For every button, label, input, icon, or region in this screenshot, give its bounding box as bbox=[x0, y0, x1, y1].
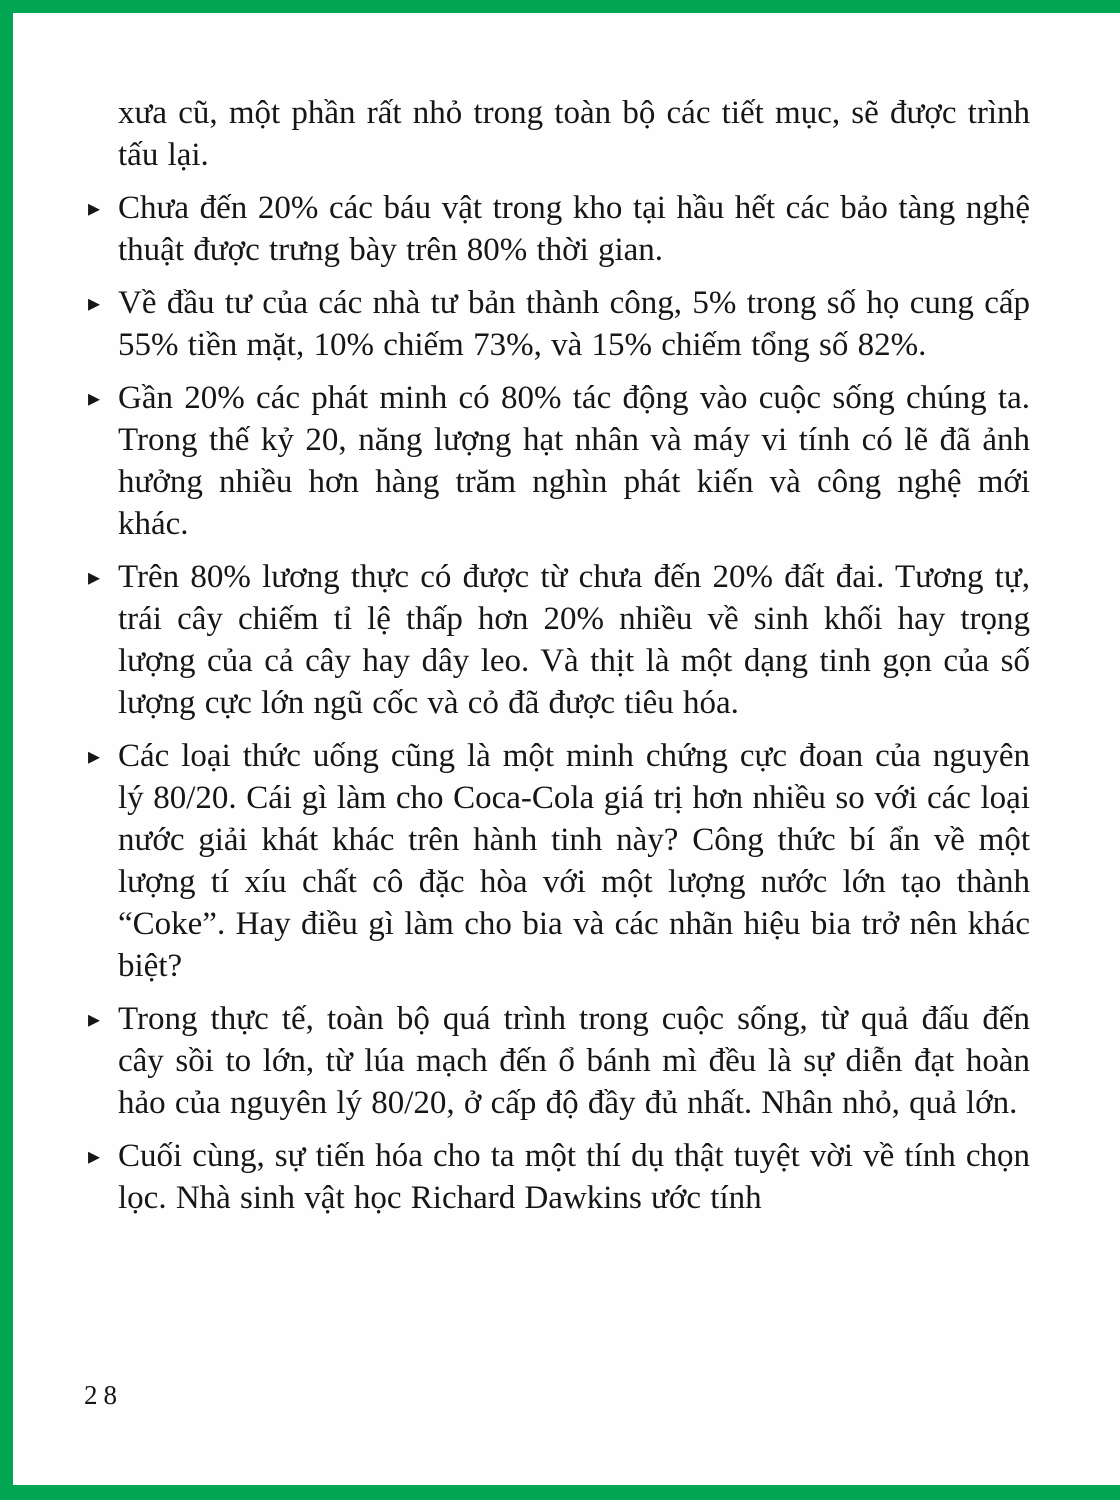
scan-edge-bottom-strip bbox=[0, 1485, 1120, 1500]
bullet-triangle-icon: ▸ bbox=[88, 1005, 101, 1033]
paragraph-text: Chưa đến 20% các báu vật trong kho tại hầu hết các bảo tàng nghệ thuật được trưng bày trên 80% thời gian. bbox=[118, 190, 1030, 268]
list-item bbox=[88, 187, 1030, 271]
list-item bbox=[88, 377, 1030, 545]
paragraph-text: Gần 20% các phát minh có 80% tác động vào cuộc sống chúng ta. Trong thế kỷ 20, năng lượng hạt nhân và máy vi tính có lẽ đã ảnh hưởng nhiều hơn hàng trăm nghìn phát kiến và công nghệ mới khác. bbox=[118, 380, 1030, 542]
paragraph-text: xưa cũ, một phần rất nhỏ trong toàn bộ các tiết mục, sẽ được trình tấu lại. bbox=[118, 95, 1030, 173]
list-item bbox=[88, 735, 1030, 987]
list-item bbox=[88, 556, 1030, 724]
scan-edge-top-strip bbox=[0, 0, 1120, 13]
paragraph-text: Trên 80% lương thực có được từ chưa đến 20% đất đai. Tương tự, trái cây chiếm tỉ lệ thấp hơn 20% nhiều về sinh khối hay trọng lượng của cả cây hay dây leo. Và thịt là một dạng tinh gọn của số lượng cực lớn ngũ cốc và cỏ đã được tiêu hóa. bbox=[118, 559, 1030, 721]
bullet-triangle-icon: ▸ bbox=[88, 384, 101, 412]
bullet-triangle-icon: ▸ bbox=[88, 1142, 101, 1170]
bullet-triangle-icon: ▸ bbox=[88, 289, 101, 317]
paragraph-text: Trong thực tế, toàn bộ quá trình trong cuộc sống, từ quả đấu đến cây sồi to lớn, từ lúa mạch đến ổ bánh mì đều là sự diễn đạt hoàn hảo của nguyên lý 80/20, ở cấp độ đầy đủ nhất. Nhân nhỏ, quả lớn. bbox=[118, 1001, 1030, 1121]
bullet-triangle-icon: ▸ bbox=[88, 194, 101, 222]
paragraph-text: Cuối cùng, sự tiến hóa cho ta một thí dụ thật tuyệt vời về tính chọn lọc. Nhà sinh vật học Richard Dawkins ước tính bbox=[118, 1138, 1030, 1216]
paragraph-text: Về đầu tư của các nhà tư bản thành công, 5% trong số họ cung cấp 55% tiền mặt, 10% chiếm 73%, và 15% chiếm tổng số 82%. bbox=[118, 285, 1030, 363]
list-item bbox=[88, 1135, 1030, 1219]
bullet-triangle-icon: ▸ bbox=[88, 742, 101, 770]
bullet-triangle-icon: ▸ bbox=[88, 563, 101, 591]
scan-edge-left-strip bbox=[0, 0, 13, 1500]
page-text-column bbox=[88, 92, 1030, 1219]
paragraph-text: Các loại thức uống cũng là một minh chứng cực đoan của nguyên lý 80/20. Cái gì làm cho Coca-Cola giá trị hơn nhiều so với các loại nước giải khát khác trên hành tinh này? Công thức bí ẩn về một lượng tí xíu chất cô đặc hòa với một lượng nước lớn tạo thành “Coke”. Hay điều gì làm cho bia và các nhãn hiệu bia trở nên khác biệt? bbox=[118, 738, 1030, 984]
list-item bbox=[88, 998, 1030, 1124]
list-item bbox=[88, 282, 1030, 366]
intro-paragraph bbox=[118, 92, 1030, 176]
page-number: 28 bbox=[84, 1380, 123, 1410]
